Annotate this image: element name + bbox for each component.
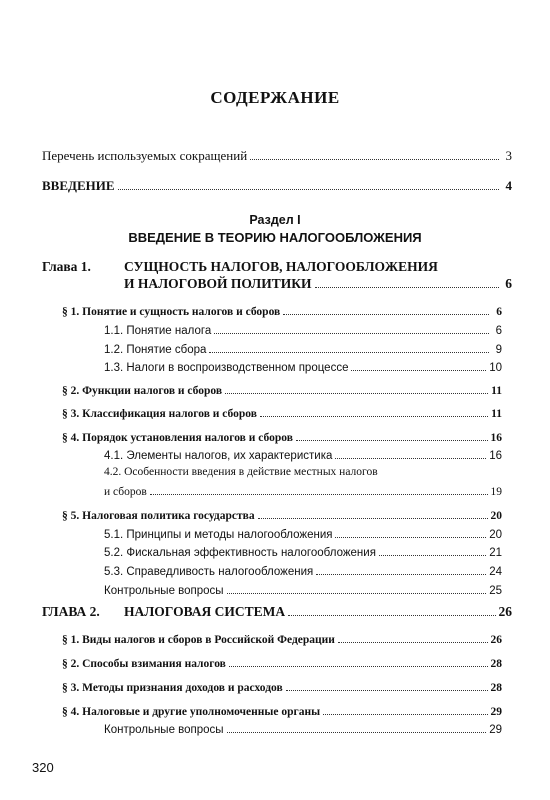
toc-page-number: 20 — [490, 510, 502, 522]
leader-dots — [225, 383, 488, 394]
toc-entry — [104, 564, 502, 580]
leader-dots — [288, 605, 495, 616]
leader-dots — [150, 484, 488, 495]
leader-dots — [214, 323, 489, 334]
leader-dots — [250, 149, 499, 160]
toc-page-number: 9 — [495, 344, 502, 356]
leader-dots — [286, 680, 488, 691]
toc-entry-abbreviations — [42, 148, 512, 164]
toc-entry — [62, 704, 502, 720]
toc-label: НАЛОГОВАЯ СИСТЕМА — [124, 604, 286, 619]
toc-page-number: 11 — [491, 408, 502, 420]
toc-page-number: 25 — [489, 585, 502, 597]
toc-label: § 4. Порядок установления налогов и сборов — [62, 432, 293, 444]
toc-page-number: 28 — [490, 658, 502, 670]
chapter-2-number: ГЛАВА 2. — [42, 604, 100, 619]
toc-entry — [104, 323, 502, 339]
leader-dots — [260, 406, 488, 417]
toc-page-number: 6 — [495, 325, 502, 337]
toc-label: 5.2. Фискальная эффективность налогообложения — [104, 547, 376, 559]
toc-page-number: 4 — [505, 178, 512, 193]
toc-label: 5.3. Справедливость налогообложения — [104, 566, 314, 578]
toc-page-number: 16 — [489, 450, 502, 462]
toc-entry — [62, 656, 502, 672]
section-label: Раздел I — [249, 213, 301, 227]
toc-page-number: 26 — [490, 634, 502, 646]
toc-label: 1.1. Понятие налога — [104, 325, 212, 337]
toc-label: И НАЛОГОВОЙ ПОЛИТИКИ — [124, 276, 312, 291]
toc-entry — [62, 430, 502, 446]
section-title: ВВЕДЕНИЕ В ТЕОРИЮ НАЛОГООБЛОЖЕНИЯ — [128, 230, 422, 245]
toc-entry — [104, 448, 502, 464]
toc-label: § 4. Налоговые и другие уполномоченные органы — [62, 706, 321, 718]
toc-label: § 1. Виды налогов и сборов в Российской Федерации — [62, 634, 335, 646]
leader-dots — [296, 430, 488, 441]
leader-dots — [335, 448, 486, 459]
leader-dots — [209, 342, 489, 353]
toc-entry-4-2-line1: 4.2. Особенности введения в действие местных налогов — [104, 466, 378, 478]
toc-page-number: 26 — [498, 604, 512, 619]
toc-page-number: 10 — [489, 362, 502, 374]
toc-label: § 3. Классификация налогов и сборов — [62, 408, 257, 420]
toc-label: § 5. Налоговая политика государства — [62, 510, 255, 522]
toc-label: 5.1. Принципы и методы налогообложения — [104, 529, 333, 541]
leader-dots — [351, 360, 486, 371]
toc-entry-introduction — [42, 178, 512, 194]
leader-dots — [335, 527, 486, 538]
toc-label: Контрольные вопросы — [104, 585, 224, 597]
toc-page-number: 28 — [490, 682, 502, 694]
toc-label: 1.2. Понятие сбора — [104, 344, 207, 356]
leader-dots — [338, 632, 488, 643]
toc-page-number: 29 — [490, 706, 502, 718]
toc-page-number: 16 — [490, 432, 502, 444]
leader-dots — [323, 704, 487, 715]
toc-page-number: 21 — [489, 547, 502, 559]
leader-dots — [315, 277, 499, 288]
leader-dots — [227, 583, 487, 594]
toc-page-number: 3 — [505, 148, 512, 163]
toc-entry — [62, 406, 502, 422]
toc-entry — [62, 632, 502, 648]
toc-page-number: 6 — [496, 306, 502, 318]
page-number: 320 — [32, 760, 54, 775]
toc-label: 4.1. Элементы налогов, их характеристика — [104, 450, 333, 462]
toc-entry — [104, 583, 502, 599]
toc-page-number: 6 — [505, 276, 512, 291]
toc-page-number: 24 — [489, 566, 502, 578]
toc-entry — [104, 545, 502, 561]
toc-entry — [104, 342, 502, 358]
toc-page-number: 29 — [489, 724, 502, 736]
chapter-1-number: Глава 1. — [42, 259, 91, 274]
toc-entry — [104, 527, 502, 543]
toc-entry — [104, 360, 502, 376]
toc-label: § 2. Функции налогов и сборов — [62, 385, 223, 397]
toc-entry — [104, 722, 502, 738]
toc-entry — [62, 304, 502, 320]
leader-dots — [229, 656, 488, 667]
toc-label: Контрольные вопросы — [104, 724, 224, 736]
toc-entry — [62, 680, 502, 696]
toc-label: § 3. Методы признания доходов и расходов — [62, 682, 283, 694]
leader-dots — [227, 722, 487, 733]
toc-entry-4-2-line2 — [104, 484, 502, 500]
toc-label: ВВЕДЕНИЕ — [42, 178, 115, 193]
toc-label: § 1. Понятие и сущность налогов и сборов — [62, 306, 281, 318]
page-title: СОДЕРЖАНИЕ — [210, 88, 340, 107]
toc-label: § 2. Способы взимания налогов — [62, 658, 226, 670]
leader-dots — [379, 545, 486, 556]
leader-dots — [283, 304, 489, 315]
chapter-1-title-line2 — [124, 276, 512, 292]
chapter-2-heading — [42, 604, 512, 620]
toc-entry — [62, 383, 502, 399]
toc-label: 1.3. Налоги в воспроизводственном процессе — [104, 362, 349, 374]
leader-dots — [118, 179, 499, 190]
toc-entry — [62, 508, 502, 524]
toc-page-number: 19 — [490, 486, 502, 498]
toc-label: Перечень используемых сокращений — [42, 148, 248, 163]
chapter-1-title-line1: СУЩНОСТЬ НАЛОГОВ, НАЛОГООБЛОЖЕНИЯ — [124, 259, 438, 274]
leader-dots — [316, 564, 486, 575]
toc-label: и сборов — [104, 486, 147, 498]
leader-dots — [258, 508, 488, 519]
toc-page-number: 20 — [489, 529, 502, 541]
toc-page-number: 11 — [491, 385, 502, 397]
